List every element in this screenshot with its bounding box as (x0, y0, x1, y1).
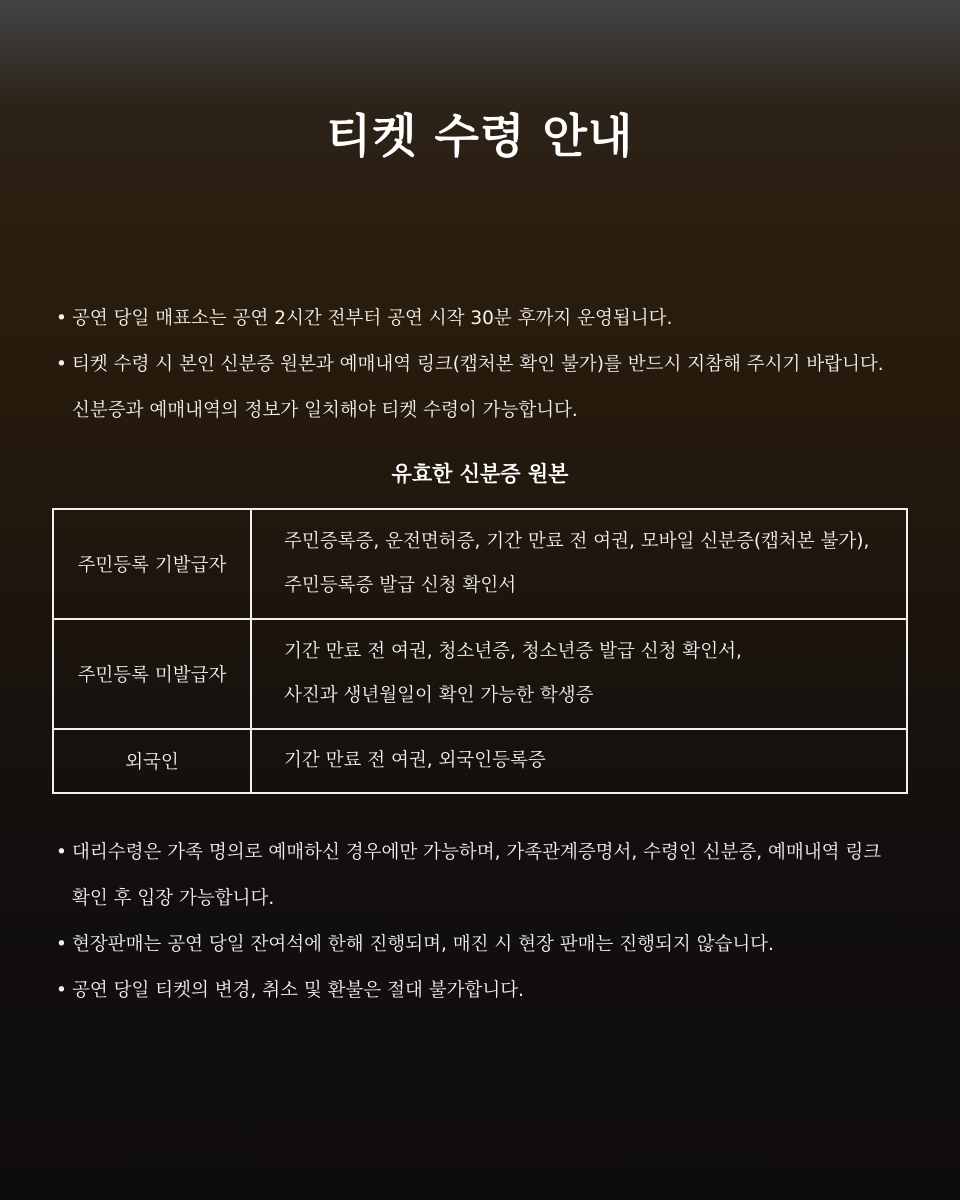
category-cell: 외국인 (53, 729, 251, 793)
table-row (53, 509, 907, 619)
bullet-icon: • (56, 934, 67, 955)
docs-line: 주민증록증, 운전면허증, 기간 만료 전 여권, 모바일 신분증(캡처본 불가), (284, 531, 870, 552)
notice-line: 공연 당일 매표소는 공연 2시간 전부터 공연 시작 30분 후까지 운영됩니다. (72, 308, 673, 329)
id-table (52, 508, 908, 794)
notice-item (56, 342, 926, 434)
table-row (53, 729, 907, 793)
notice-line: 신분증과 예매내역의 정보가 일치해야 티켓 수령이 가능합니다. (72, 400, 578, 421)
notice-list-bottom (56, 830, 926, 1014)
category-cell: 주민등록 기발급자 (53, 509, 251, 619)
docs-cell (251, 619, 907, 729)
bullet-icon: • (56, 980, 67, 1001)
docs-line: 기간 만료 전 여권, 청소년증, 청소년증 발급 신청 확인서, (284, 641, 742, 662)
notice-item (56, 968, 926, 1014)
notice-line: 대리수령은 가족 명의로 예매하신 경우에만 가능하며, 가족관계증명서, 수령인 신분증, 예매내역 링크 (72, 842, 882, 863)
notice-list-top (56, 296, 926, 434)
notice-line: 현장판매는 공연 당일 잔여석에 한해 진행되며, 매진 시 현장 판매는 진행되지 않습니다. (72, 934, 774, 955)
bullet-icon: • (56, 842, 67, 863)
table-row (53, 619, 907, 729)
table-title: 유효한 신분증 원본 (391, 462, 569, 486)
notice-line: 확인 후 입장 가능합니다. (72, 888, 275, 909)
docs-line: 사진과 생년월일이 확인 가능한 학생증 (284, 685, 594, 706)
notice-item (56, 922, 926, 968)
notice-item (56, 296, 926, 342)
category-cell: 주민등록 미발급자 (53, 619, 251, 729)
bullet-icon: • (56, 354, 67, 375)
bullet-icon: • (56, 308, 67, 329)
notice-line: 공연 당일 티켓의 변경, 취소 및 환불은 절대 불가합니다. (72, 980, 524, 1001)
docs-line: 주민등록증 발급 신청 확인서 (284, 575, 517, 596)
notice-item (56, 830, 926, 922)
page-title: 티켓 수령 안내 (326, 109, 634, 163)
notice-line: 티켓 수령 시 본인 신분증 원본과 예매내역 링크(캡처본 확인 불가)를 반드시 지참해 주시기 바랍니다. (72, 354, 884, 375)
docs-line: 기간 만료 전 여권, 외국인등록증 (284, 750, 546, 771)
docs-cell (251, 509, 907, 619)
docs-cell (251, 729, 907, 793)
